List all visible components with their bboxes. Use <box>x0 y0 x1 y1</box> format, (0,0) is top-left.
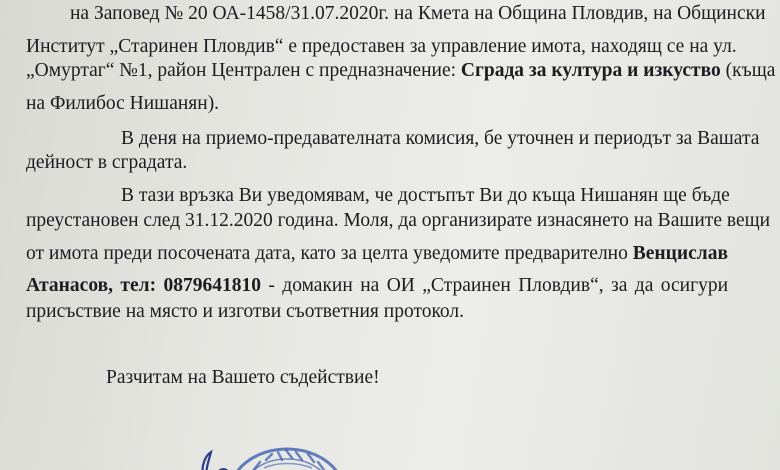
paragraph-1-line-1: на Заповед № 20 ОА-1458/31.07.2020г. на Кмета на Община Пловдив, на Общински <box>70 3 766 24</box>
contact-first-name: Венцислав <box>632 243 728 264</box>
paragraph-1-line-2: Институт „Старинен Пловдив“ е предоставен за управление имота, находящ се на ул. <box>26 36 737 57</box>
closing-line: Разчитам на Вашето съдействие! <box>106 367 380 388</box>
contact-name-phone: Атанасов, тел: 0879641810 <box>26 275 261 296</box>
paragraph-2-line-2: дейност в сградата. <box>26 152 188 173</box>
official-stamp <box>222 440 352 470</box>
paragraph-3-line-1: В тази връзка Ви уведомявам, че достъпът Ви до къща Нишанян ще бъде <box>121 185 730 206</box>
paragraph-1-line-3 <box>26 59 776 83</box>
contact-instruction: от имота преди посочената дата, като за целта уведомите предварително <box>26 243 633 264</box>
paragraph-3-line-5: присъствие на място и изготви съответния протокол. <box>26 301 465 322</box>
paragraph-1-line-4: на Филибос Нишанян). <box>26 93 220 114</box>
paragraph-3-line-3 <box>26 242 728 266</box>
building-purpose: Сграда за култура и изкуство <box>460 60 721 81</box>
paragraph-2-line-1: В деня на приемо-предавателната комисия, бе уточнен и периодът за Вашата <box>121 128 760 149</box>
contact-role: - домакин на ОИ „Страинен Пловдив“, за да осигури <box>260 275 729 296</box>
paragraph-3-line-2: преустановен след 31.12.2020 година. Моля, да организирате изнасянето на Вашите вещи <box>26 210 771 231</box>
paragraph-3-line-4 <box>26 274 728 298</box>
house-note-start: (къща <box>720 60 776 81</box>
address-text: „Омуртаг“ №1, район Централен с предназначение: <box>26 60 461 81</box>
